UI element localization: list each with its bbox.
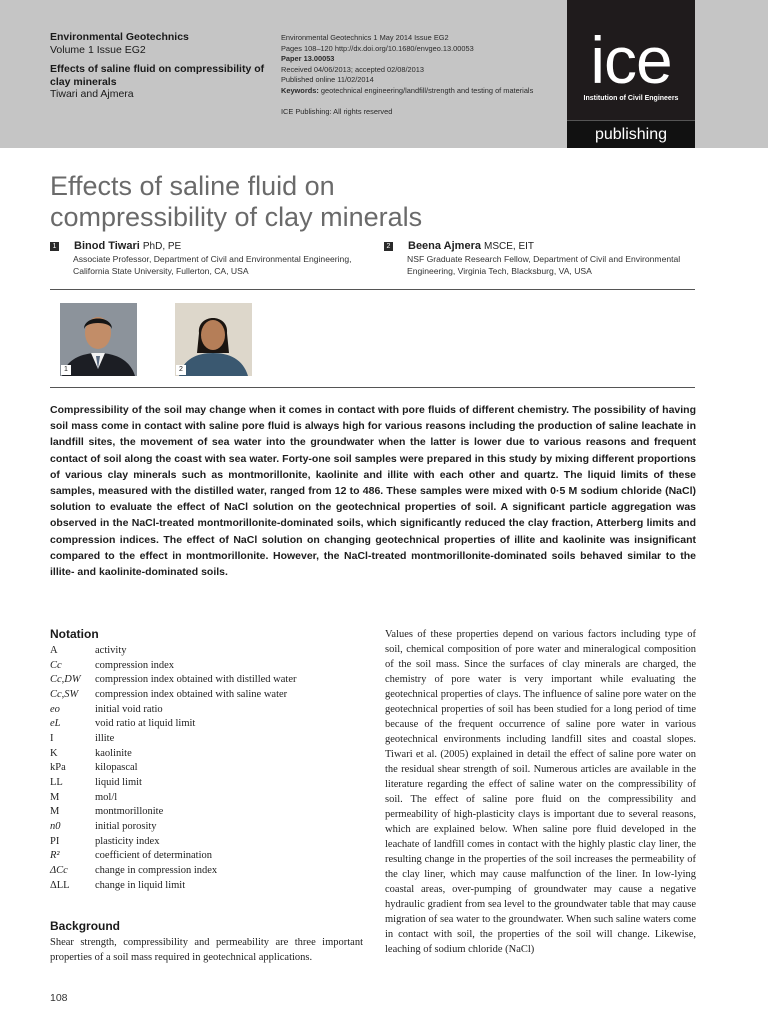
abstract: Compressibility of the soil may change when it comes in contact with pore fluids of different chemistry. The possibility of having soil mass come in contact with saline pore fluid is always high for various reasons including the production of saline leachate in landfill sites, the movement of sea water into the groundwater when the latter is lower due to various reasons and frequent contact of soil along the coast with sea water. Forty-one soil samples were prepared in this study by mixing different proportions of various clay minerals such as montmorillonite, kaolinite and illite with each other and quartz. The liquid limits of these samples, measured with the distilled water, ranged from 12 to 486. These samples were mixed with 0·5 M sodium chloride (NaCl) solution to evaluate the effect of NaCl solution on the geotechnical properties of soil. A significant particle aggregation was observed in the NaCl-treated montmorillonite-dominated soils, which significantly reduced the clay fraction, Atterberg limits and compression indices. The effect of NaCl solution on changing geotechnical properties of illite and kaolinite was insignificant compared to the effect in montmorillonite. However, the NaCl-treated montmorillonite-dominated soils behaved similar to the illite- and kaolinite-dominated soils. (50, 404, 696, 579)
notation-item (50, 820, 370, 835)
author-degrees: PhD, PE (142, 241, 182, 252)
pages-doi: Pages 108–120 http://dx.doi.org/10.1680/envgeo.13.00053 (281, 43, 474, 53)
background-heading: Background (50, 919, 121, 933)
notation-symbol: eo (50, 703, 60, 715)
portrait-woman-icon (175, 303, 252, 376)
right-column-text: Values of these properties depend on various factors including type of soil, chemical composition of pore water and mineralogical composition of the soil mass. Since the surfaces of clay minerals are charged, the chemistry of pore water is very important while evaluating the geotechnical properties of clays. The influence of saline pore water on the geotechnical properties of soil has been studied for a long period of time because of the frequent occurrence of saline pore water in various geotechnical environments including landfill sites and coastal slopes. Tiwari et al. (2005) explained in detail the effect of saline pore water on the residual shear strength of soil. Numerous articles are available in the literature regarding the effect of saline water on the compressibility of soil. The effect of saline pore fluid on the compressibility and permeability of high-plasticity clays is important due to several reasons, which are explained below. When saline pore fluid developed in the leachate of landfill comes in contact with the highly plastic clay liner, the resulting change in the properties of the soil increases the permeability of the clay liner, which may cause malfunction of the liner. In low-lying coastal areas, over-pumping of groundwater may cause a negative hydraulic gradient from sea level to the groundwater table that may cause migration of sea water to the groundwater. When such saline waters come in contact with soil, the properties of the soil will change. Likewise, leaching of sodium chloride (NaCl) (385, 629, 696, 955)
notation-definition: compression index obtained with distilled water (95, 674, 297, 686)
notation-definition: change in compression index (95, 864, 218, 876)
published-date: Published online 11/02/2014 (281, 75, 374, 85)
short-title: Effects of saline fluid on compressibility of clay minerals (50, 63, 265, 88)
notation-list (50, 644, 370, 893)
paper-id: Paper 13.00053 (281, 54, 335, 64)
notation-item (50, 879, 370, 894)
divider-bottom (50, 387, 695, 388)
notation-definition: initial void ratio (95, 703, 163, 715)
ice-logo (567, 0, 695, 148)
photo-label: 1 (61, 365, 71, 375)
portrait-man-icon (60, 303, 137, 376)
logo-institution: Institution of Civil Engineers (583, 95, 679, 102)
notation-item (50, 732, 370, 747)
notation-symbol: ΔCc (50, 864, 68, 876)
notation-symbol: ΔLL (50, 879, 70, 891)
author-name-text: Beena Ajmera (408, 240, 481, 252)
keywords-label: Keywords: (281, 85, 319, 95)
author-degrees: MSCE, EIT (484, 241, 535, 252)
notation-definition: initial porosity (95, 820, 157, 832)
notation-definition: kilopascal (95, 762, 138, 774)
notation-definition: compression index obtained with saline water (95, 688, 288, 700)
notation-item (50, 747, 370, 762)
divider-top (50, 289, 695, 290)
author-number-badge: 1 (50, 242, 59, 251)
notation-item (50, 659, 370, 674)
notation-symbol: M (50, 806, 60, 818)
notation-definition: liquid limit (95, 776, 142, 788)
notation-symbol: I (50, 732, 54, 744)
notation-symbol: kPa (50, 762, 66, 774)
notation-item (50, 673, 370, 688)
notation-item (50, 703, 370, 718)
author-affiliation: NSF Graduate Research Fellow, Department of Civil and Environmental Engineering, Virginia Tech, Blacksburg, VA, USA (407, 254, 681, 276)
notation-definition: montmorillonite (95, 806, 164, 818)
background-text: Shear strength, compressibility and permeability are three important properties of a soil mass required in geotechnical applications. (50, 937, 363, 963)
logo-brand: ice (590, 23, 672, 97)
notation-definition: compression index (95, 659, 175, 671)
journal-name: Environmental Geotechnics (50, 31, 189, 43)
author-photo-2 (175, 303, 252, 376)
notation-symbol: LL (50, 776, 63, 788)
notation-definition: activity (95, 645, 127, 656)
notation-item (50, 791, 370, 806)
notation-definition: mol/l (95, 791, 118, 803)
short-authors: Tiwari and Ajmera (50, 88, 134, 100)
notation-definition: void ratio at liquid limit (95, 718, 196, 730)
notation-item (50, 761, 370, 776)
author-photo-1 (60, 303, 137, 376)
notation-item (50, 835, 370, 850)
author-number-badge: 2 (384, 242, 393, 251)
photo-label: 2 (176, 365, 186, 375)
notation-symbol: Cc,DW (50, 674, 81, 686)
received-date: Received 04/06/2013; accepted 02/08/2013 (281, 64, 424, 74)
title-line-2: compressibility of clay minerals (50, 202, 423, 232)
rights: ICE Publishing: All rights reserved (281, 106, 393, 116)
notation-symbol: Cc (50, 659, 62, 671)
logo-publishing: publishing (567, 120, 695, 148)
notation-symbol: A (50, 645, 58, 656)
keywords-value: geotechnical engineering/landfill/strength and testing of materials (320, 85, 534, 95)
title-line-1: Effects of saline fluid on (50, 171, 335, 201)
author-affiliation: Associate Professor, Department of Civil and Environmental Engineering, California State University, Fullerton, CA, USA (73, 254, 352, 276)
notation-symbol: eL (50, 718, 61, 730)
notation-definition: plasticity index (95, 835, 160, 847)
notation-definition: coefficient of determination (95, 850, 213, 862)
notation-definition: illite (95, 732, 115, 744)
notation-definition: kaolinite (95, 747, 132, 759)
article-title (50, 171, 670, 233)
notation-symbol: PI (50, 835, 60, 847)
author-name-text: Binod Tiwari (74, 240, 140, 252)
notation-symbol: n0 (50, 820, 61, 832)
journal-volume: Volume 1 Issue EG2 (50, 43, 146, 56)
notation-item (50, 688, 370, 703)
citation: Environmental Geotechnics 1 May 2014 Issue EG2 (281, 33, 449, 42)
notation-item (50, 849, 370, 864)
journal-info (50, 31, 275, 101)
keywords (281, 86, 566, 97)
author-name (408, 240, 534, 252)
notation-item (50, 864, 370, 879)
notation-symbol: K (50, 747, 58, 759)
notation-item (50, 776, 370, 791)
notation-heading: Notation (50, 627, 99, 641)
notation-symbol: M (50, 791, 60, 803)
notation-symbol: Cc,SW (50, 688, 79, 700)
notation-item (50, 644, 370, 659)
notation-symbol: R² (50, 850, 60, 862)
author-name (74, 240, 181, 252)
notation-item (50, 805, 370, 820)
notation-item (50, 717, 370, 732)
citation-info (281, 33, 566, 117)
notation-definition: change in liquid limit (95, 879, 186, 891)
page-number: 108 (50, 992, 68, 1004)
